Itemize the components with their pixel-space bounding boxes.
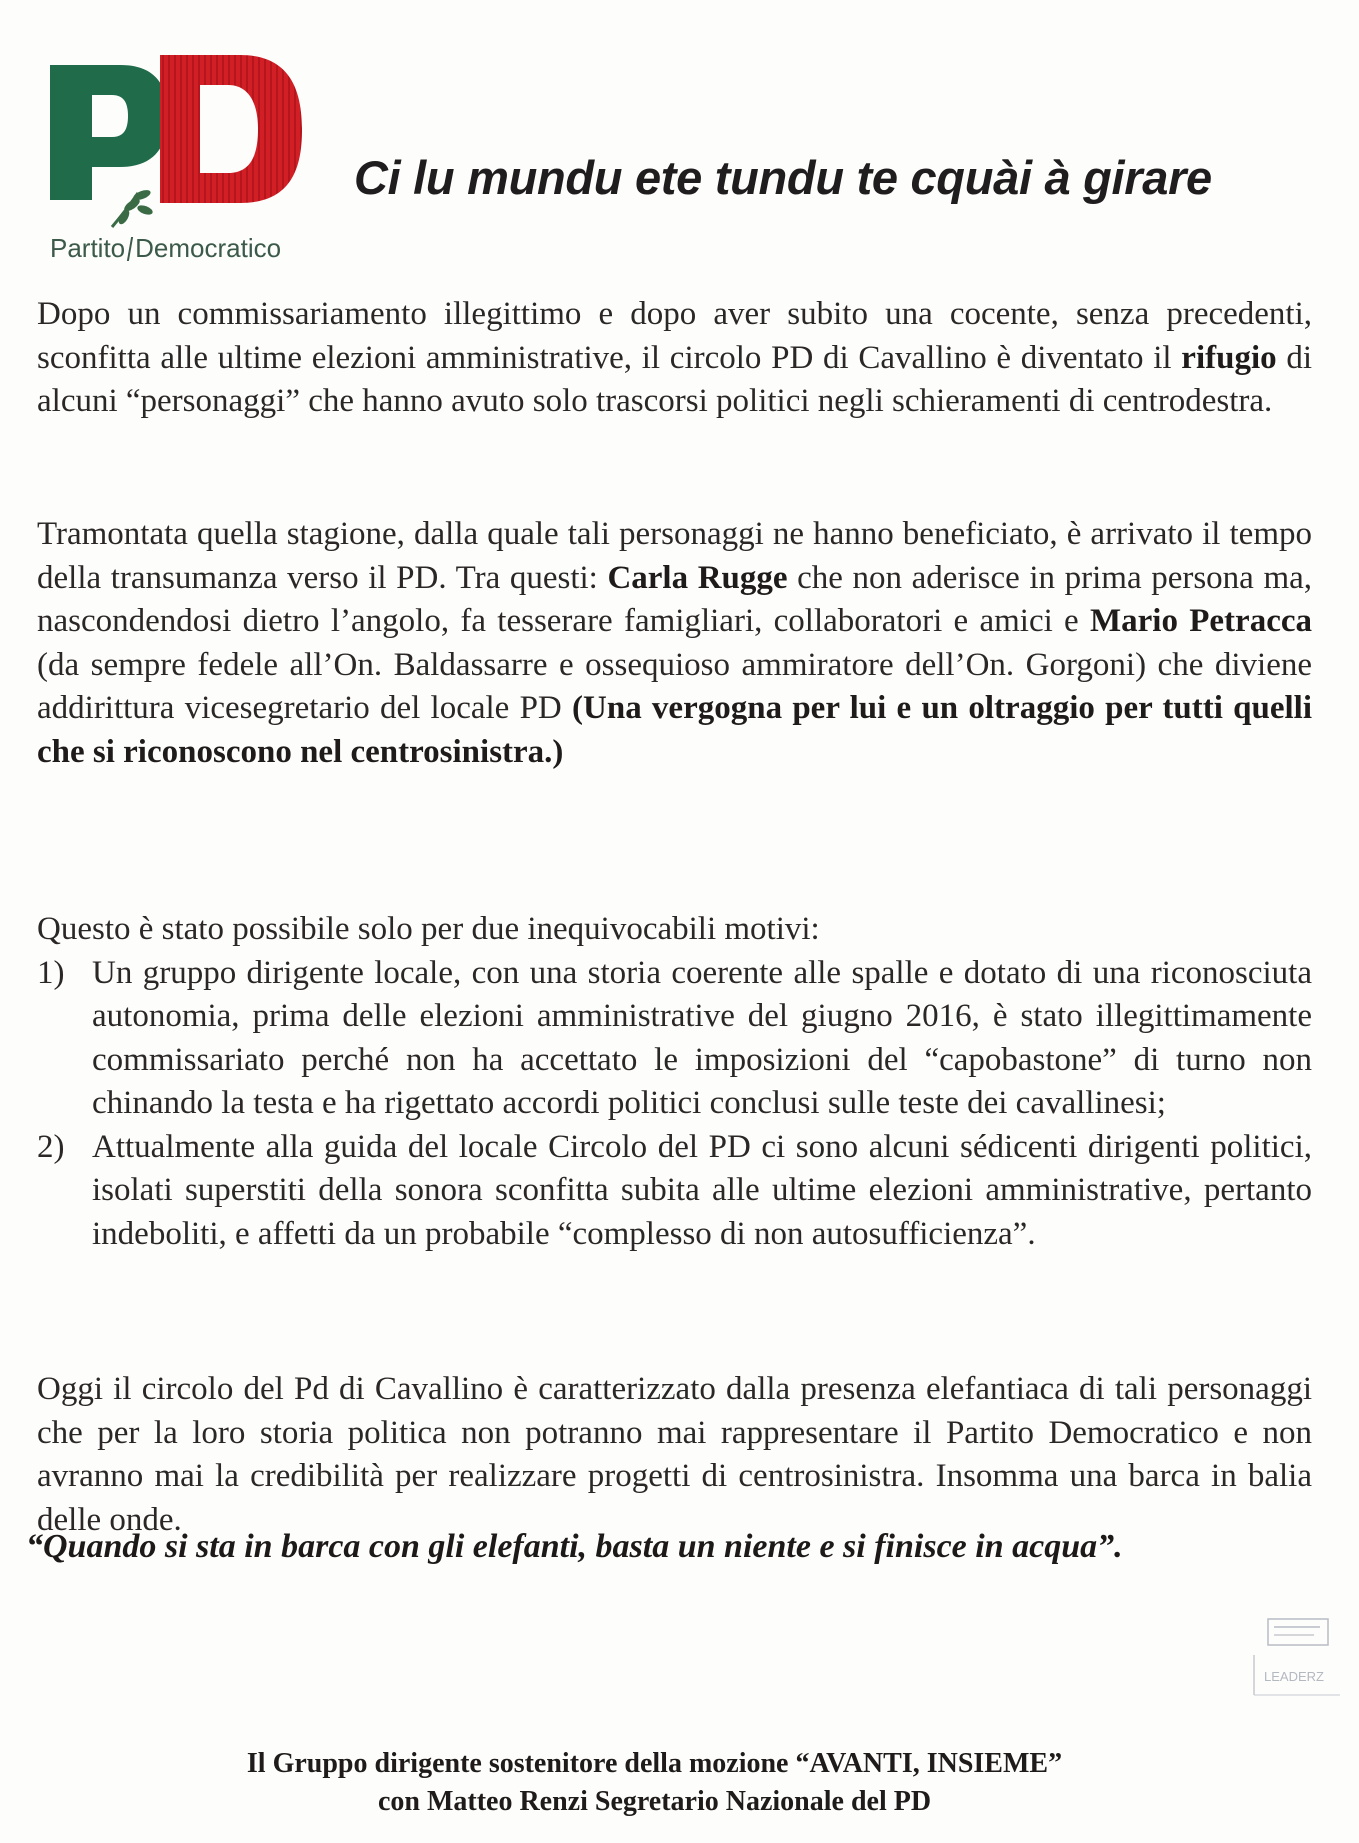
paragraph-1-text-b: di alcuni “personaggi” che hanno avuto solo trascorsi politici negli schieramenti di centrodestra. bbox=[37, 339, 1312, 419]
list-item-text: Un gruppo dirigente locale, con una storia coerente alle spalle e dotato di una riconosciuta autonomia, prima delle elezioni amministrative del giugno 2016, è stato illegittimamente commissariato perché non ha accettato le imposizioni del “capobastone” di turno non chinando la testa e ha rigettato accordi politici conclusi sulle teste dei cavallinesi; bbox=[92, 954, 1312, 1121]
logo-caption-separator bbox=[127, 237, 133, 261]
elephant-quote: “Quando si sta in barca con gli elefanti, basta un niente e si finisce in acqua”. bbox=[26, 1528, 1123, 1565]
list-item-text: Attualmente alla guida del locale Circolo del PD ci sono alcuni sédicenti dirigenti politici, isolati superstiti della sonora sconfitta subita alle ultime elezioni amministrative, pertanto indeboliti, e affetti da un probabile “complesso di non autosufficienza”. bbox=[92, 1128, 1312, 1252]
signature-line-2: con Matteo Renzi Segretario Nazionale del PD bbox=[377, 1786, 932, 1817]
paragraph-1-text-a: Dopo un commissariamento illegittimo e dopo aver subito una cocente, senza precedenti, sconfitta alle ultime elezioni amministrative, il circolo PD di Cavallino è diventato il bbox=[37, 296, 1312, 376]
signature-line-1: Il Gruppo dirigente sostenitore della mozione “AVANTI, INSIEME” bbox=[246, 1748, 1063, 1779]
headline: Ci lu mundu ete tundu te cquài à girare bbox=[354, 151, 1212, 204]
paragraph-2-text-a: Tramontata quella stagione, dalla quale tali personaggi ne hanno beneficiato, è arrivato il tempo della transumanza verso il PD. Tra questi: bbox=[37, 516, 1312, 596]
pd-logo bbox=[50, 55, 310, 265]
paragraph-3 bbox=[37, 908, 1312, 1256]
name-carla-rugge: Carla Rugge bbox=[607, 559, 788, 596]
list-item bbox=[37, 1126, 1312, 1257]
paragraph-2-text-b: che non aderisce in prima persona ma, nascondendosi dietro l’angolo, fa tesserare famigliari, collaboratori e amici e bbox=[37, 559, 1313, 639]
list-item bbox=[37, 952, 1312, 1126]
stamp-icon bbox=[1250, 1615, 1340, 1700]
pd-logo-mark bbox=[50, 55, 310, 235]
list-item-number: 2) bbox=[37, 1128, 65, 1165]
paragraph-2 bbox=[37, 513, 1312, 774]
stamp-text: LEADERZ bbox=[1264, 1669, 1324, 1684]
paragraph-1 bbox=[37, 293, 1312, 424]
reasons-list bbox=[37, 952, 1312, 1257]
logo-caption-right: Democratico bbox=[135, 233, 282, 263]
paragraph-4: Oggi il circolo del Pd di Cavallino è caratterizzato dalla presenza elefantiaca di tali personaggi che per la loro storia politica non potranno mai rappresentare il Partito Democratico e non avranno mai la credibilità per realizzare progetti di centrosinistra. Insomma una barca in balia delle onde. bbox=[37, 1371, 1312, 1538]
paragraph-2-bold-end: (Una vergogna per lui e un oltraggio per tutti quelli che si riconoscono nel centrosinistra.) bbox=[37, 690, 1312, 770]
olive-branch-icon bbox=[112, 188, 154, 227]
list-item-number: 1) bbox=[37, 954, 65, 991]
signature bbox=[0, 1745, 1359, 1821]
paragraph-2-text-c: (da sempre fedele all’On. Baldassarre e ossequioso ammiratore dell’On. Gorgoni) che diviene addirittura vicesegretario del locale PD bbox=[37, 646, 1312, 726]
logo-caption-left: Partito bbox=[50, 233, 126, 263]
logo-caption bbox=[50, 233, 310, 264]
reasons-intro: Questo è stato possibile solo per due inequivocabili motivi: bbox=[37, 911, 820, 947]
name-mario-petracca: Mario Petracca bbox=[1090, 603, 1312, 639]
paragraph-1-bold: rifugio bbox=[1181, 339, 1277, 376]
